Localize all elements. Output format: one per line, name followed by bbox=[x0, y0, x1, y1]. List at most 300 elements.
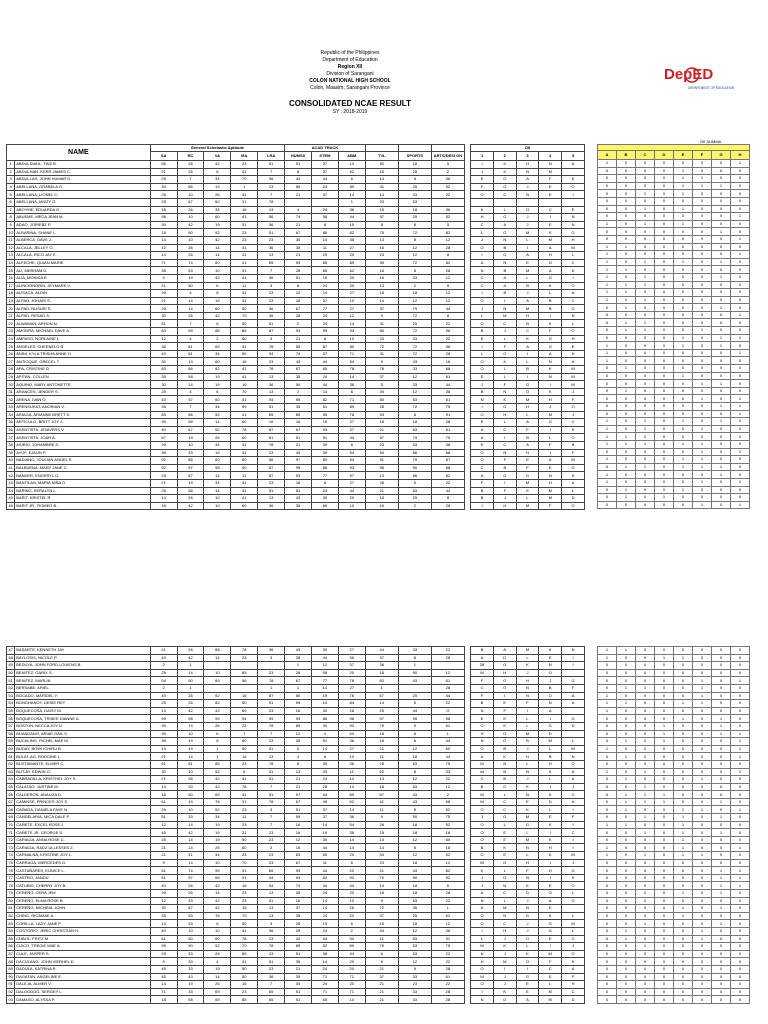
col-arts: ARTS/DESI GN bbox=[431, 152, 464, 161]
summary-cell: 0 bbox=[617, 905, 636, 913]
score-cell: 13 bbox=[258, 252, 285, 260]
score-cell: 37 bbox=[312, 168, 339, 176]
score-cell: L bbox=[562, 912, 585, 920]
summary-cell: 0 bbox=[693, 745, 712, 753]
score-cell: 69 bbox=[204, 996, 231, 1004]
student-name: CARIAGA, RADZ ULLESSES Z. bbox=[15, 844, 150, 852]
summary-cell: 1 bbox=[712, 403, 731, 411]
score-cell: E bbox=[539, 183, 562, 191]
score-cell: H bbox=[516, 859, 539, 867]
score-cell: 83 bbox=[150, 328, 177, 336]
student-name: ALPAD, JOHARI S. bbox=[15, 297, 150, 305]
summary-row bbox=[598, 692, 750, 700]
score-cell: 1 bbox=[285, 684, 312, 692]
summary-cell: 0 bbox=[598, 722, 617, 730]
score-cell: 14 bbox=[365, 191, 398, 199]
summary-cell: 0 bbox=[636, 410, 655, 418]
score-cell: G bbox=[516, 821, 539, 829]
score-cell: G bbox=[562, 677, 585, 685]
score-cell: 51 bbox=[258, 161, 285, 169]
score-cell: 14 bbox=[177, 381, 204, 389]
score-cell: 11 bbox=[312, 244, 339, 252]
score-cell: 26 bbox=[177, 252, 204, 260]
summary-cell: 0 bbox=[636, 167, 655, 175]
score-cell: 71 bbox=[338, 973, 365, 981]
student-row bbox=[7, 502, 585, 510]
score-cell: L bbox=[516, 495, 539, 503]
score-cell: 74 bbox=[285, 350, 312, 358]
score-cell: 41 bbox=[231, 396, 258, 404]
summary-cell: 0 bbox=[674, 395, 693, 403]
summary-cell: 1 bbox=[598, 281, 617, 289]
score-cell: 3 bbox=[258, 806, 285, 814]
summary-cell: 0 bbox=[693, 920, 712, 928]
score-cell: B bbox=[516, 434, 539, 442]
summary-cell: 0 bbox=[636, 722, 655, 730]
score-cell: 78 bbox=[258, 798, 285, 806]
score-cell: 69 bbox=[204, 791, 231, 799]
score-cell: 25 bbox=[398, 495, 431, 503]
score-cell: F bbox=[493, 457, 516, 465]
summary-cell: 1 bbox=[636, 798, 655, 806]
score-cell: 16 bbox=[285, 844, 312, 852]
score-cell: I bbox=[562, 836, 585, 844]
summary-cell: 1 bbox=[693, 448, 712, 456]
summary-cell: 1 bbox=[617, 647, 636, 655]
student-name: CEREÑO, ELMA ROSE B. bbox=[15, 897, 150, 905]
student-name: ABOYME, EDUARDA G. bbox=[15, 206, 150, 214]
score-cell: 26 bbox=[338, 905, 365, 913]
score-cell: 57 bbox=[365, 434, 398, 442]
results-table-bottom bbox=[6, 646, 585, 1004]
score-cell: 12 bbox=[431, 274, 464, 282]
summary-cell: 0 bbox=[693, 410, 712, 418]
score-cell: 52 bbox=[204, 692, 231, 700]
summary-row bbox=[598, 296, 750, 304]
score-cell: 23 bbox=[258, 965, 285, 973]
summary-cell: 0 bbox=[617, 829, 636, 837]
summary-cell: 0 bbox=[712, 912, 731, 920]
score-cell: 14 bbox=[311, 958, 338, 966]
score-cell: O bbox=[562, 328, 585, 336]
score-cell: O bbox=[539, 669, 562, 677]
summary-cell: 1 bbox=[731, 738, 750, 746]
score-cell bbox=[231, 662, 258, 670]
score-cell: 36 bbox=[338, 381, 365, 389]
student-number: 50 bbox=[8, 670, 13, 676]
summary-cell: 0 bbox=[693, 197, 712, 205]
score-cell: 54 bbox=[338, 821, 365, 829]
student-row bbox=[7, 388, 585, 396]
student-row bbox=[7, 495, 585, 503]
summary-cell: 0 bbox=[674, 745, 693, 753]
col-oii-3: 3 bbox=[516, 152, 539, 161]
score-cell: 6 bbox=[204, 290, 231, 298]
score-cell: 72 bbox=[398, 229, 431, 237]
results-rows-bottom bbox=[7, 647, 585, 1004]
score-cell: 14 bbox=[311, 684, 338, 692]
score-cell: 14 bbox=[177, 753, 204, 761]
summary-cell: 0 bbox=[598, 776, 617, 784]
summary-cell: 0 bbox=[655, 167, 674, 175]
score-cell: J bbox=[516, 776, 539, 784]
score-cell: 35 bbox=[150, 722, 177, 730]
score-cell: A bbox=[516, 343, 539, 351]
summary-cell: 0 bbox=[731, 897, 750, 905]
summary-cell: 0 bbox=[636, 478, 655, 486]
score-cell: 5 bbox=[285, 745, 312, 753]
score-cell: 34 bbox=[204, 852, 231, 860]
summary-cell: 0 bbox=[712, 821, 731, 829]
student-number: 27 bbox=[8, 358, 13, 364]
summary-cell: 0 bbox=[598, 365, 617, 373]
summary-cell: 0 bbox=[693, 228, 712, 236]
score-cell: 14 bbox=[311, 821, 338, 829]
score-cell: 14 bbox=[312, 290, 339, 298]
score-cell: 14 bbox=[312, 236, 339, 244]
summary-cell: 0 bbox=[712, 448, 731, 456]
score-cell: E bbox=[539, 905, 562, 913]
summary-row bbox=[598, 311, 750, 319]
student-number: 20 bbox=[8, 305, 13, 311]
score-cell: 25 bbox=[150, 487, 177, 495]
summary-cell: 0 bbox=[712, 791, 731, 799]
score-cell: 21 bbox=[150, 297, 177, 305]
score-cell: 43 bbox=[398, 358, 431, 366]
summary-row bbox=[598, 197, 750, 205]
score-cell: 90 bbox=[177, 677, 204, 685]
score-cell: A bbox=[562, 161, 585, 169]
student-number: 4 bbox=[7, 183, 15, 191]
score-cell: 9 bbox=[365, 814, 398, 822]
summary-cell: 0 bbox=[731, 342, 750, 350]
summary-cell: 0 bbox=[731, 814, 750, 822]
summary-row bbox=[598, 791, 750, 799]
score-cell: 40 bbox=[150, 396, 177, 404]
summary-row bbox=[598, 387, 750, 395]
score-cell: 87 bbox=[431, 457, 464, 465]
score-cell: 2 bbox=[150, 684, 177, 692]
score-cell: 60 bbox=[204, 305, 231, 313]
score-cell: 2 bbox=[398, 282, 431, 290]
score-cell: 13 bbox=[285, 768, 312, 776]
score-cell: O bbox=[539, 692, 562, 700]
score-cell: B bbox=[471, 495, 494, 503]
score-cell: 41 bbox=[231, 366, 258, 374]
score-cell: 71 bbox=[311, 973, 338, 981]
student-row bbox=[7, 312, 585, 320]
score-cell: 41 bbox=[231, 958, 258, 966]
score-cell: 90 bbox=[398, 814, 431, 822]
summary-cell: 0 bbox=[655, 897, 674, 905]
score-cell: 89 bbox=[338, 259, 365, 267]
score-cell: 85 bbox=[285, 722, 312, 730]
summary-cell: 1 bbox=[674, 890, 693, 898]
score-cell: K bbox=[539, 282, 562, 290]
score-cell: 30 bbox=[150, 312, 177, 320]
score-cell: 36 bbox=[258, 647, 285, 655]
summary-cell: 0 bbox=[693, 235, 712, 243]
summary-cell: 0 bbox=[617, 852, 636, 860]
summary-row bbox=[598, 365, 750, 373]
score-cell: 20 bbox=[338, 958, 365, 966]
score-cell: 50 bbox=[365, 161, 398, 169]
summary-row bbox=[598, 357, 750, 365]
score-cell: 23 bbox=[231, 654, 258, 662]
student-name: APA, CRISTINE D. bbox=[15, 366, 150, 374]
score-cell: J bbox=[539, 677, 562, 685]
summary-cell: 0 bbox=[617, 783, 636, 791]
score-cell: 25 bbox=[150, 198, 177, 206]
summary-cell: 1 bbox=[636, 684, 655, 692]
score-cell: 20 bbox=[338, 890, 365, 898]
score-cell: 11 bbox=[365, 935, 398, 943]
score-cell: M bbox=[516, 502, 539, 510]
summary-cell: 0 bbox=[636, 647, 655, 655]
score-cell: 53 bbox=[398, 441, 431, 449]
student-name: CALDERON, ANALIZA D. bbox=[15, 791, 150, 799]
score-cell: 99 bbox=[258, 715, 285, 723]
student-row bbox=[7, 943, 585, 951]
summary-cell: 0 bbox=[636, 738, 655, 746]
summary-row bbox=[598, 334, 750, 342]
score-cell: 25 bbox=[398, 183, 431, 191]
score-cell: 12 bbox=[398, 297, 431, 305]
summary-cell: 0 bbox=[655, 213, 674, 221]
score-cell: 11 bbox=[231, 814, 258, 822]
summary-cell: 0 bbox=[712, 433, 731, 441]
score-cell: 97 bbox=[338, 472, 365, 480]
score-cell: N bbox=[493, 449, 516, 457]
score-cell: 41 bbox=[231, 791, 258, 799]
score-cell: 40 bbox=[150, 426, 177, 434]
summary-cell: 0 bbox=[598, 228, 617, 236]
score-cell: 40 bbox=[150, 654, 177, 662]
student-number: 45 bbox=[8, 495, 13, 501]
summary-cell: 0 bbox=[674, 973, 693, 981]
score-cell: 18 bbox=[150, 229, 177, 237]
score-cell: B bbox=[516, 738, 539, 746]
summary-cell: 1 bbox=[598, 220, 617, 228]
summary-cell: 0 bbox=[712, 501, 731, 509]
summary-cell: 0 bbox=[731, 456, 750, 464]
student-name: BADIANG, JOULIAN ANGEL S. bbox=[15, 457, 150, 465]
score-cell: 4 bbox=[177, 388, 204, 396]
summary-cell: 0 bbox=[617, 890, 636, 898]
score-cell: H bbox=[516, 677, 539, 685]
score-cell: C bbox=[493, 890, 516, 898]
score-cell: 23 bbox=[231, 890, 258, 898]
score-cell bbox=[312, 198, 339, 206]
score-cell: A bbox=[539, 350, 562, 358]
score-cell: 7 bbox=[258, 267, 285, 275]
school-year: SY : 2018-2019 bbox=[332, 109, 368, 115]
summary-cell: 0 bbox=[731, 266, 750, 274]
score-cell: I bbox=[471, 290, 494, 298]
student-row bbox=[7, 927, 585, 935]
score-cell: 36 bbox=[258, 274, 285, 282]
score-cell: 37 bbox=[312, 350, 339, 358]
score-cell: H bbox=[471, 730, 494, 738]
summary-cell: 0 bbox=[598, 920, 617, 928]
score-cell: 77 bbox=[311, 677, 338, 685]
score-cell: 11 bbox=[311, 859, 338, 867]
summary-row bbox=[598, 882, 750, 890]
summary-cell: 0 bbox=[712, 266, 731, 274]
score-cell: 91 bbox=[431, 935, 464, 943]
score-cell: M bbox=[516, 267, 539, 275]
score-cell: 81 bbox=[177, 760, 204, 768]
student-row bbox=[7, 738, 585, 746]
score-cell: C bbox=[562, 829, 585, 837]
summary-cell: 0 bbox=[693, 950, 712, 958]
student-row bbox=[7, 950, 585, 958]
summary-cell: 0 bbox=[655, 220, 674, 228]
student-number: 48 bbox=[8, 654, 13, 660]
score-cell: 75 bbox=[431, 814, 464, 822]
score-cell: 89 bbox=[338, 183, 365, 191]
summary-cell: 1 bbox=[674, 806, 693, 814]
score-cell: N bbox=[516, 692, 539, 700]
summary-cell: 0 bbox=[693, 471, 712, 479]
summary-cell: 0 bbox=[693, 418, 712, 426]
summary-cell: 0 bbox=[655, 707, 674, 715]
score-cell: 60 bbox=[204, 214, 231, 222]
score-cell: 34 bbox=[204, 479, 231, 487]
summary-cell: 0 bbox=[655, 456, 674, 464]
student-row bbox=[7, 722, 585, 730]
score-cell: 12 bbox=[285, 836, 312, 844]
score-cell: 43 bbox=[177, 973, 204, 981]
score-cell: 35 bbox=[150, 267, 177, 275]
score-cell: G bbox=[539, 335, 562, 343]
score-cell: 34 bbox=[365, 852, 398, 860]
summary-cell: 1 bbox=[712, 258, 731, 266]
summary-cell: 1 bbox=[617, 463, 636, 471]
score-cell: 18 bbox=[365, 267, 398, 275]
score-cell: O bbox=[562, 404, 585, 412]
score-cell: 24 bbox=[312, 183, 339, 191]
score-cell: 26 bbox=[177, 312, 204, 320]
score-cell: E bbox=[539, 882, 562, 890]
summary-col-d: D bbox=[655, 151, 674, 160]
score-cell: M bbox=[562, 457, 585, 465]
student-row bbox=[7, 396, 585, 404]
student-name: BUDAY, BOWI ICHIRU B. bbox=[15, 745, 150, 753]
summary-cell: 0 bbox=[655, 745, 674, 753]
score-cell: 75 bbox=[431, 943, 464, 951]
summary-cell: 1 bbox=[731, 478, 750, 486]
score-cell: B bbox=[493, 768, 516, 776]
score-cell: 95 bbox=[150, 943, 177, 951]
score-cell: 51 bbox=[285, 950, 312, 958]
score-cell: 97 bbox=[177, 464, 204, 472]
summary-cell: 0 bbox=[712, 859, 731, 867]
student-number: 28 bbox=[8, 366, 13, 372]
score-cell: 4 bbox=[204, 958, 231, 966]
score-cell: 18 bbox=[365, 890, 398, 898]
summary-cell: 0 bbox=[617, 836, 636, 844]
score-cell: 10 bbox=[338, 335, 365, 343]
score-cell: I bbox=[471, 252, 494, 260]
summary-cell: 0 bbox=[617, 160, 636, 168]
student-row bbox=[7, 882, 585, 890]
score-cell: 18 bbox=[398, 753, 431, 761]
score-cell: 70 bbox=[231, 943, 258, 951]
score-cell: 51 bbox=[258, 320, 285, 328]
score-cell: E bbox=[471, 335, 494, 343]
summary-cell: 0 bbox=[598, 973, 617, 981]
summary-cell: 0 bbox=[693, 814, 712, 822]
score-cell: L bbox=[471, 229, 494, 237]
score-cell: I bbox=[493, 965, 516, 973]
score-cell: 14 bbox=[150, 920, 177, 928]
summary-cell: 0 bbox=[617, 471, 636, 479]
score-cell: 31 bbox=[365, 350, 398, 358]
score-cell: 23 bbox=[258, 297, 285, 305]
student-name: CUICO, TREGIE MAE A. bbox=[15, 943, 150, 951]
score-cell: 41 bbox=[177, 852, 204, 860]
header-address: Colon, Maasim, Sarangani Province bbox=[310, 85, 390, 91]
score-cell: I bbox=[539, 943, 562, 951]
score-cell: 5 bbox=[431, 882, 464, 890]
summary-cell: 0 bbox=[731, 859, 750, 867]
score-cell: J bbox=[493, 981, 516, 989]
student-name: ALISACA, ALDIN bbox=[15, 290, 150, 298]
summary-row bbox=[598, 867, 750, 875]
student-number: 76 bbox=[8, 867, 13, 873]
summary-cell: 0 bbox=[731, 722, 750, 730]
summary-cell: 1 bbox=[598, 349, 617, 357]
summary-cell: 0 bbox=[712, 160, 731, 168]
score-cell bbox=[562, 669, 585, 677]
summary-cell: 0 bbox=[655, 387, 674, 395]
student-number: 55 bbox=[8, 708, 13, 714]
student-row bbox=[7, 176, 585, 184]
score-cell: 23 bbox=[258, 358, 285, 366]
summary-cell: 0 bbox=[693, 243, 712, 251]
score-cell: 14 bbox=[312, 388, 339, 396]
summary-cell: 1 bbox=[693, 327, 712, 335]
summary-cell: 0 bbox=[617, 213, 636, 221]
summary-cell: 0 bbox=[636, 334, 655, 342]
score-cell: N bbox=[539, 373, 562, 381]
student-name: APITAN, COLLEN bbox=[15, 373, 150, 381]
score-cell: 21 bbox=[285, 191, 312, 199]
summary-row bbox=[598, 662, 750, 670]
summary-cell: 0 bbox=[617, 859, 636, 867]
score-cell: 93 bbox=[285, 259, 312, 267]
summary-cell: 0 bbox=[598, 501, 617, 509]
summary-cell: 0 bbox=[693, 372, 712, 380]
score-cell bbox=[562, 198, 585, 206]
score-cell: 4 bbox=[285, 206, 312, 214]
summary-cell: 0 bbox=[693, 647, 712, 655]
summary-cell: 0 bbox=[693, 821, 712, 829]
summary-cell: 0 bbox=[598, 806, 617, 814]
score-cell: 36 bbox=[258, 305, 285, 313]
student-row bbox=[7, 684, 585, 692]
summary-cell: 1 bbox=[617, 486, 636, 494]
score-cell: 22 bbox=[431, 479, 464, 487]
summary-cell: 1 bbox=[636, 829, 655, 837]
score-cell: 14 bbox=[150, 707, 177, 715]
score-cell: I bbox=[539, 381, 562, 389]
score-cell: 19 bbox=[311, 920, 338, 928]
score-cell: 75 bbox=[365, 229, 398, 237]
score-cell: 50 bbox=[177, 791, 204, 799]
score-cell: L bbox=[471, 935, 494, 943]
